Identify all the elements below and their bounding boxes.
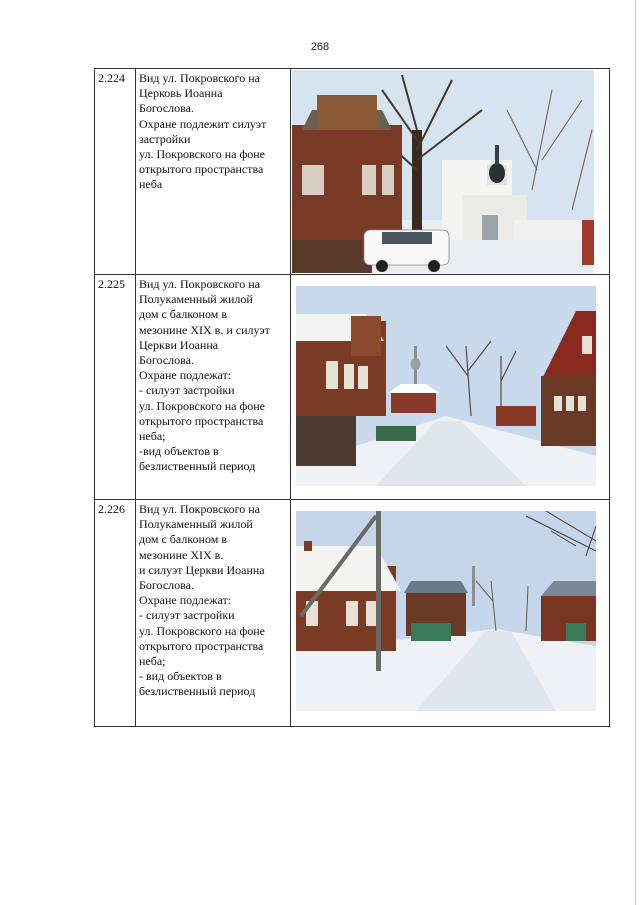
description-line: Богослова. [139, 353, 194, 368]
table-row [95, 500, 610, 727]
entry-number: 2.224 [95, 69, 136, 275]
page-number: 268 [310, 41, 330, 53]
entry-number: 2.225 [95, 275, 136, 500]
description-line: Полукаменный жилой [139, 292, 253, 307]
description-line: и силуэт Церкви Иоанна [139, 562, 265, 577]
street-photo [296, 511, 596, 711]
description-line: Охране подлежат: [139, 593, 232, 608]
photo-street-pole [296, 511, 596, 711]
description-line: неба; [139, 654, 166, 669]
description-line: Богослова. [139, 101, 194, 116]
description-line: - вид объектов в [139, 669, 222, 684]
street-photo [292, 70, 594, 273]
description-line: Охране подлежат: [139, 368, 232, 383]
description-line: ул. Покровского на фоне [139, 398, 265, 413]
description-line: открытого пространства [139, 638, 264, 653]
entry-photo-cell [291, 275, 610, 500]
description-line: дом с балконом в [139, 532, 227, 547]
description-line: безлиственный период [139, 459, 256, 474]
description-line: Вид ул. Покровского на [139, 71, 261, 85]
entry-number: 2.226 [95, 500, 136, 727]
entries-table [94, 68, 610, 727]
table-row [95, 69, 610, 275]
entry-photo-cell [291, 69, 610, 275]
entry-description [136, 275, 291, 500]
description-line: открытого пространства [139, 413, 264, 428]
entry-photo-cell [291, 500, 610, 727]
description-line: Церковь Иоанна [139, 86, 223, 101]
description-line: - силуэт застройки [139, 383, 235, 398]
description-line: Охране подлежит силуэт [139, 116, 267, 131]
description-line: -вид объектов в [139, 444, 219, 459]
page-edge [635, 0, 636, 905]
description-line: Церкви Иоанна [139, 337, 219, 352]
description-line: Полукаменный жилой [139, 517, 253, 532]
description-line: - силуэт застройки [139, 608, 235, 623]
description-line: безлиственный период [139, 684, 256, 699]
description-line: ул. Покровского на фоне [139, 147, 265, 162]
description-line: Вид ул. Покровского на [139, 502, 261, 516]
description-line: Богослова. [139, 578, 194, 593]
description-line: неба; [139, 429, 166, 444]
description-line: застройки [139, 131, 191, 146]
entry-description [136, 500, 291, 727]
description-line: Вид ул. Покровского на [139, 277, 261, 291]
description-line: неба [139, 177, 163, 192]
description-line: открытого пространства [139, 162, 264, 177]
description-line: ул. Покровского на фоне [139, 623, 265, 638]
table-row [95, 275, 610, 500]
description-line: мезонине XIX в. [139, 547, 224, 562]
description-line: мезонине XIX в. и силуэт [139, 322, 270, 337]
description-line: дом с балконом в [139, 307, 227, 322]
street-photo [296, 286, 596, 486]
entry-description [136, 69, 291, 275]
photo-church-view [292, 70, 594, 273]
photo-street-winter [296, 286, 596, 486]
